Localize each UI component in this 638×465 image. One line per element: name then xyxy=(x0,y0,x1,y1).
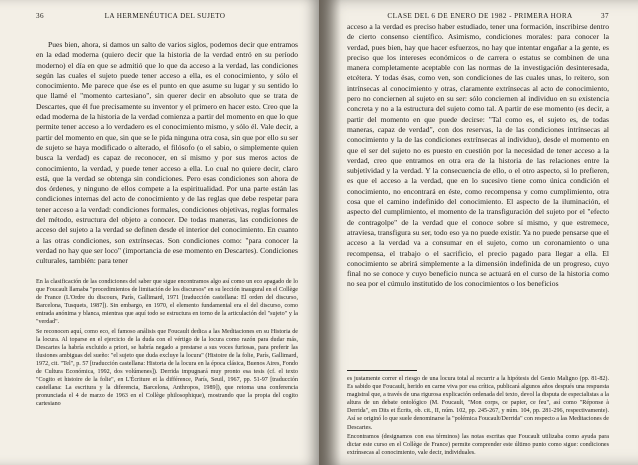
left-running-head: LA HERMENÉUTICA DEL SUJETO xyxy=(104,12,226,20)
right-page-header xyxy=(347,12,609,20)
right-footnotes xyxy=(347,364,609,458)
right-page xyxy=(319,0,638,465)
left-page-number: 36 xyxy=(36,12,44,20)
footnote: es justamente correr el riesgo de una locura total al recurrir a la hipótesis del Genio Maligno (pp. 81-82). Es sabido que Foucault, herido en carne viva por esa crítica, publicará algunos años después una respuesta magistral que, a través de una rigurosa explicación ordenada del texto, devol la disputa de especialistas a la altura de un debate ontológico (M. Foucault, "Mon corps, ce papier, ce feu", así como "Réponse à Derrida", en Dits et Écrits, ob. cit., II, núm. 102, pp. 245-267, y núm. 104, pp. 281-296, respectivamente). Así se originó lo que suele denominarse la "polémica Foucault/Derrida" con respecto a las Meditaciones de Descartes. xyxy=(347,376,609,431)
right-body-text xyxy=(347,22,609,290)
left-body-text xyxy=(36,40,298,267)
left-page-header xyxy=(36,12,298,20)
footnote: Encontramos (designamos con esa términos) las notas escritas que Foucault utilizaba como ayuda para dictar este curso en el Collège de France) permite comprender este último punto como sigue: condiciones extrínsecas al conocimiento, vale decir, individuales. xyxy=(347,433,609,456)
left-body-paragraph: Pues bien, ahora, si damos un salto de varios siglos, podemos decir que entramos en la edad moderna (quiero decir que la historia de la verdad entró en su período moderno) el día en que se admitió que lo que da acceso a la verdad, las condiciones según las cuales el sujeto puede tener acceso a ella, es el conocimiento, y sólo el conocimiento. Me parece que ése es el punto en que asume su lugar y su sentido lo que llamé el "momento cartesiano", sin querer decir en absoluto que se trata de Descartes, que él fue precisamente su inventor y el primero en hacer esto. Creo que la edad moderna de la historia de la verdad comienza a partir del momento en que lo que permite tener acceso a lo verdadero es el conocimiento mismo, y sólo él. Vale decir, a partir del momento en que, sin que se le pida ninguna otra cosa, sin que por ello su ser de sujeto se haya modificado o alterado, el filósofo (o el sabio, o simplemente quien busca la verdad) es capaz de reconocer, en sí mismo y por sus meros actos de conocimiento, la verdad, y puede tener acceso a ella. Lo cual no quiere decir, claro está, que la verdad se obtenga sin condiciones. Pero esas condiciones son ahora de dos órdenes, y ninguno de ellos compete a la espiritualidad. Por una parte están las condiciones internas del acto de conocimiento y de las reglas que debe respetar para tener acceso a la verdad: condiciones formales, condiciones objetivas, reglas formales del método, estructura del objeto a conocer. De todas maneras, las condiciones de acceso del sujeto a la verdad se definen desde el interior del conocimiento. En cuanto a las otras condiciones, son extrínsecas. Son condiciones como: "para conocer la verdad no hay que ser loco" (importancia de ese momento en Descartes). Condiciones culturales, también: para tener xyxy=(36,40,298,266)
footnote: Se reconocen aquí, como eco, el famoso análisis que Foucault dedica a las Meditaciones en su Historia de la locura. Al toparse en el ejercicio de la duda con el vértigo de la locura como razón para dudar más, Descartes la habría excluido a priori, se habría negado a prestarse a sus voces furiosas, para preferir las ilusiones ambiguas del sueño: "el sujeto que duda excluye la locura" (Histoire de la folie, París, Gallimard, 1972, cit. "Tel", p. 57 [traducción castellana: Historia de la locura en la época clásica, Buenos Aires, Fondo de Cultura Económica, 1992, dos volúmenes]). Derrida impugnará muy pronto esa tesis (cf. el texto "Cogito et histoire de la folie", en L'Écriture et la différence, París, Seuil, 1967, pp. 51-97 [traducción castellana: La escritura y la diferencia, Barcelona, Anthropos, 1989]), que retoma una conferencia pronunciada el 4 de marzo de 1963 en el Collège philosophique), mostrando que la propia del cogito cartesiano xyxy=(36,328,298,408)
footnote: En la clasificación de las condiciones del saber que sigue encontramos algo así como un eco apagado de lo que Foucault llamaba "procedimientos de limitación de los discursos" en su lección inaugural en el Collège de France (L'Ordre du discours, París, Gallimard, 1971 [traducción castellana: El orden del discurso, Barcelona, Tusquets, 1987]). Sin embargo, en 1970, el elemento fundamental era el del discurso, como entrada anónima y blanca, mientras que aquí todo se estructura en torno de la articulación del "sujeto" y la "verdad". xyxy=(36,279,298,326)
right-body-paragraph: acceso a la verdad es preciso haber estudiado, tener una formación, inscribirse dentro de cierto consenso científico. Asimismo, condiciones morales: para conocer la verdad, pues bien, hay que hacer esfuerzos, no hay que intentar engañar a la gente, es preciso que los intereses económicos o de carrera o estatus se combinen de una manera completamente aceptable con las normas de la investigación desinteresada, etcétera. Y todas ésas, como ven, son condiciones de las cuales unas, lo reitero, son intrínsecas al conocimiento y otras, claramente extrínsecas al acto de conocimiento, pero no conciernen al sujeto en su ser: sólo conciernen al individuo en su existencia concreta y no a la estructura del sujeto como tal. A partir de ese momento (es decir, a partir del momento en que puede decirse: "Tal como es, el sujeto es, de todas maneras, capaz de verdad", con dos reservas, la de las condiciones intrínsecas al conocimiento y la de las condiciones extrínsecas al individuo), desde el momento en que el ser del sujeto no es puesto en cuestión por la necesidad de tener acceso a la verdad, creo que entramos en otra era de la historia de las relaciones entre la subjetividad y la verdad. Y la consecuencia de ello, o el otro aspecto, si lo prefieren, es que el acceso a la verdad, que en lo sucesivo tiene como única condición el conocimiento, no encontrará en éste, como recompensa y como cumplimiento, otra cosa que el camino indefinido del conocimiento. El aspecto de la iluminación, el aspecto del cumplimiento, el momento de la transfiguración del sujeto por el "efecto de contragolpe" de la verdad que el conoce sobre sí mismo, y que estremece, atraviesa, transfigura su ser, todo eso ya no puede existir. Ya no puede pensarse que el acceso a la verdad va a consumar en el sujeto, como un coronamiento o una recompensa, el trabajo o el sacrificio, el precio pagado para llegar a ella. El conocimiento se abrirá simplemente a la dimensión indefinida de un progreso, cuyo final no se conoce y cuyo beneficio nunca se actuará en el curso de la historia como no sea por el cúmulo institutido de los conocimientos o los beneficios xyxy=(347,22,609,289)
right-page-number: 37 xyxy=(601,12,609,20)
left-footnotes xyxy=(36,278,298,410)
right-running-head: CLASE DEL 6 DE ENERO DE 1982 - PRIMERA HORA xyxy=(387,12,573,20)
footnote-rule xyxy=(347,370,417,371)
